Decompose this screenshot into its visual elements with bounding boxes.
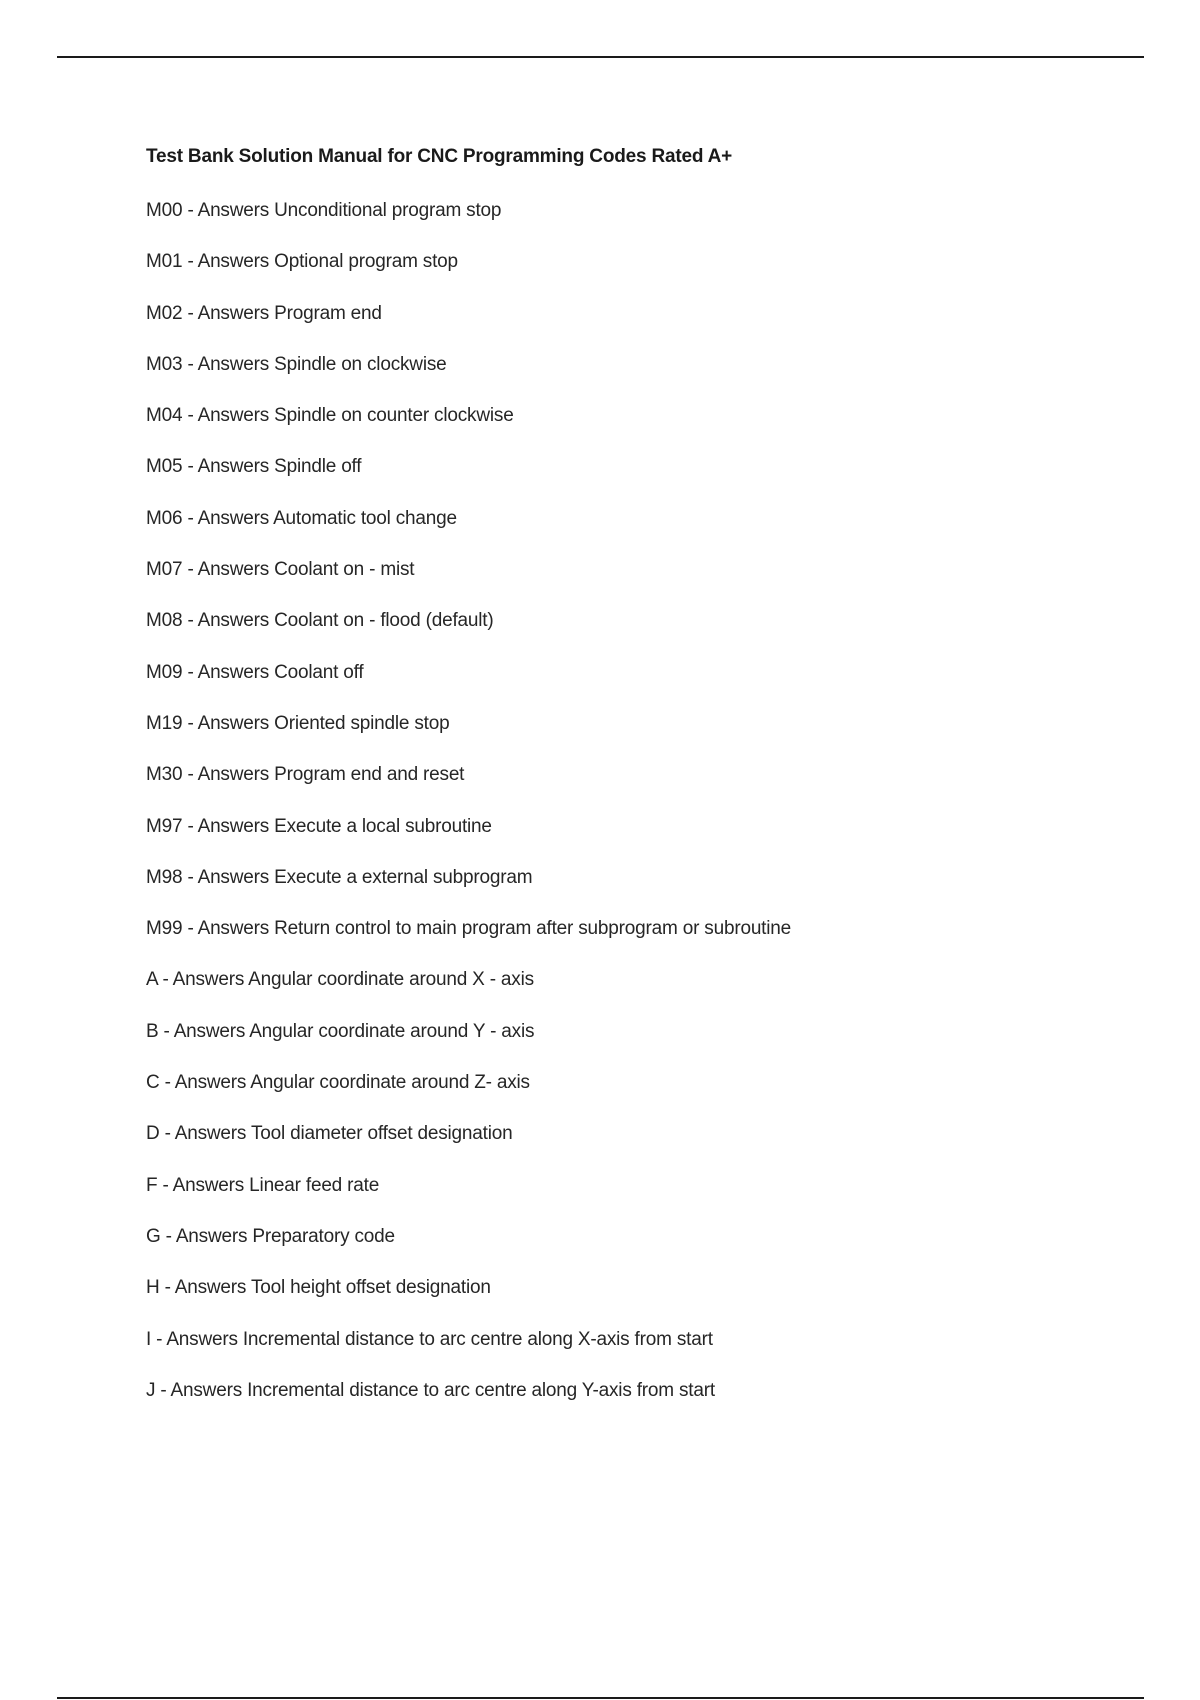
code-entry: A - Answers Angular coordinate around X - axis <box>146 969 534 991</box>
code-entry: G - Answers Preparatory code <box>146 1225 395 1247</box>
code-entry: H - Answers Tool height offset designation <box>146 1277 491 1299</box>
code-entry: M98 - Answers Execute a external subprogram <box>146 866 533 888</box>
code-list <box>146 198 791 1429</box>
code-entry: F - Answers Linear feed rate <box>146 1174 380 1196</box>
code-entry: C - Answers Angular coordinate around Z- axis <box>146 1072 530 1094</box>
code-entry: M07 - Answers Coolant on - mist <box>146 559 415 581</box>
code-entry: M08 - Answers Coolant on - flood (default) <box>146 610 494 632</box>
code-entry: M19 - Answers Oriented spindle stop <box>146 712 450 734</box>
code-entry: M03 - Answers Spindle on clockwise <box>146 353 447 375</box>
code-entry: M30 - Answers Program end and reset <box>146 764 465 786</box>
code-entry: I - Answers Incremental distance to arc centre along X-axis from start <box>146 1328 713 1350</box>
code-entry: J - Answers Incremental distance to arc centre along Y-axis from start <box>146 1379 715 1401</box>
code-entry: M99 - Answers Return control to main program after subprogram or subroutine <box>146 918 792 940</box>
code-entry: M97 - Answers Execute a local subroutine <box>146 815 492 837</box>
code-entry: M04 - Answers Spindle on counter clockwise <box>146 405 514 427</box>
code-entry: M05 - Answers Spindle off <box>146 456 362 478</box>
code-entry: M06 - Answers Automatic tool change <box>146 507 457 529</box>
header-rule <box>57 56 1144 58</box>
code-entry: D - Answers Tool diameter offset designation <box>146 1123 513 1145</box>
code-entry: M01 - Answers Optional program stop <box>146 251 458 273</box>
code-entry: M00 - Answers Unconditional program stop <box>146 200 502 221</box>
document-title: Test Bank Solution Manual for CNC Programming Codes Rated A+ <box>146 146 733 167</box>
code-entry: M09 - Answers Coolant off <box>146 661 364 683</box>
code-entry: M02 - Answers Program end <box>146 302 382 324</box>
code-entry: B - Answers Angular coordinate around Y - axis <box>146 1020 535 1042</box>
footer-rule <box>57 1697 1144 1699</box>
